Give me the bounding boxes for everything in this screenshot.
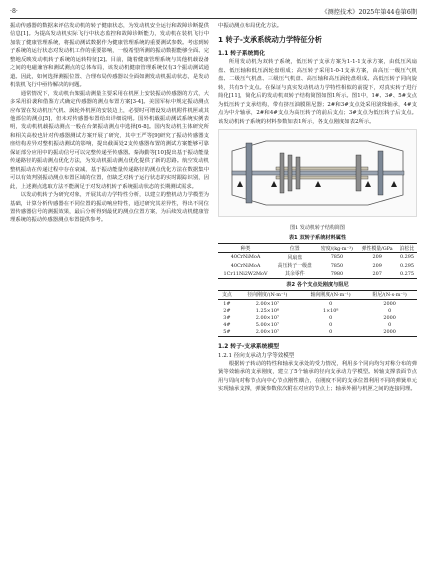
table-cell: 风扇盘 [287, 254, 303, 261]
table-cell: 0 [329, 329, 333, 336]
table-cell: 其余零件 [285, 271, 305, 278]
table-2-caption: 表2 各个支点处刚度与阻尼 [286, 281, 349, 288]
table-header-cell: 位置 [289, 245, 300, 252]
table-cell: 209 [372, 262, 382, 269]
table-cell: 7850 [330, 254, 344, 261]
rotor-structure-figure [218, 129, 417, 217]
table-cell: 0.295 [399, 254, 414, 261]
table-cell: 0.295 [399, 262, 414, 269]
table-row [218, 270, 417, 279]
header-rule [10, 18, 417, 19]
table-header-cell: 密度/(kg·m⁻³) [320, 245, 353, 252]
table-cell: 0 [388, 322, 392, 329]
table-cell: 1Cr11Ni2W2MoV [223, 270, 268, 277]
table-cell: 2000 [383, 314, 396, 321]
table-row [218, 322, 417, 329]
table-1-caption: 表1 双转子系统材料属性 [288, 235, 347, 242]
table-row [218, 300, 417, 308]
table-cell: 2.00×10⁷ [255, 329, 279, 336]
subsection-1-1-heading: 1.1 转子系统简化 [218, 51, 266, 58]
bearing-stiffness-table [218, 290, 417, 337]
table-cell: 40CrNiMoA [230, 254, 261, 261]
left-paragraph-1: 振动传感器的数据来评估发动机的转子健康状态，为发动机安全运行和故障诊断提供信息[1]。为提高发动机实际飞行中状态监控和故障诊断能力，发动机在装机飞行中加装了健康管理系统，将振动测试数据作为健康管理系统的重要测试参数。考虑到转子系统的运行状态对发动机工作的重要影响，一般希望所测的振动数据能够全面、完整地反映发动机转子系统的运转特征[2]。目前，随着健康管理系统与其他机载设备之间的电磁兼容和测试测点的总体布局，该发动机健康管理系统仅有3个振动测试通道。因此，如何选择测振位置、合理布局传感器以全面如测发动机振动状态，是发动机装机飞行中亟待解决的问题。 [10, 23, 209, 89]
table-header-cell: 弹性模量/GPa [361, 245, 393, 252]
table-cell: 3# [223, 314, 231, 321]
left-column [10, 22, 209, 225]
table-cell: 5.00×10⁷ [255, 322, 279, 329]
table-cell: 2000 [383, 329, 396, 336]
table-header-row [218, 290, 417, 299]
table-row [218, 314, 417, 321]
table-cell: 0 [388, 307, 392, 314]
table-cell: 40CrNiMoA [230, 262, 261, 269]
table-cell: 0 [329, 314, 333, 321]
table-cell: 1×10⁸ [322, 307, 339, 314]
table-cell: 7850 [330, 262, 344, 269]
table-header-cell: 支点 [221, 292, 232, 299]
table-row [218, 261, 417, 269]
subsection-1-1-paragraph: 所用发动机为双转子系统，低压转子支承方案为1-1-1支承方案，由低压风扇盘、低压轴和低压涡轮盘组成；高压转子采用1-0-1支承方案，由高压一级压气机盘、二级压气机盘、三级压气机盘、高压轴和高压涡轮盘组成。高低压转子同向旋转，共有5个支点。在保证与真实发动机动力学特性相似的前提下，对真实转子进行简化[11]，简化后的发动机双转子结构简图如图1所示。图1中，1#、3#、5#支点为低压转子支承结构，带有挤压油膜阻尼器；2#和3#支点处采用滚珠轴承，4#支点为中介轴承，2#和4#支点为高压转子的前后支点；3#支点为低压转子后支点。该发动机转子系统的材料参数如表1所示，各支点刚度如表2所示。 [218, 59, 417, 125]
table-cell: 209 [372, 254, 382, 261]
subsection-1-2-1-paragraph: 根据转子转动的特性和轴承支承处的受力情况，利用多个同向均匀对称分布的弹簧等效轴承的支承刚度，建立了5个轴承的径向支承动力学模型。转轴支撑表面节点用与周向对称节点向中心节点刚性耦合，在刚度不同的支承位置利用不同的弹簧单元实现轴承支撑，弹簧参数依次附在对应的节点上；轴承外圈与机匣之间的连接同理。 [218, 360, 417, 393]
right-intro: 中振动测点布局优化方法。 [218, 23, 283, 29]
table-cell: 2# [223, 307, 231, 314]
material-table [218, 243, 417, 279]
table-cell: 2000 [383, 300, 396, 307]
table-cell: 2.00×10⁷ [255, 314, 279, 321]
subsection-1-2-heading: 1.2 转子-支承系统模型 [218, 343, 280, 350]
figure-1-caption: 图1 发动机转子结构简图 [290, 225, 345, 232]
page-number: ·8· [10, 7, 18, 15]
table-cell: 2.00×10⁷ [255, 300, 279, 307]
right-column [218, 22, 417, 394]
table-header-cell: 种类 [240, 245, 251, 252]
section-1-heading: 1 转子-支承系统动力学特征分析 [218, 35, 322, 45]
table-row [218, 253, 417, 262]
journal-name: 《测控技术》2025年第44卷第6期 [321, 8, 417, 16]
table-cell: 0 [329, 300, 333, 307]
table-header-cell: 轴向刚度/(N·m⁻¹) [310, 292, 351, 299]
table-cell: 0.275 [399, 270, 414, 277]
table-cell: 高压转子一级盘 [277, 263, 312, 270]
table-cell: 5# [223, 329, 231, 336]
table-cell: 7980 [330, 270, 344, 277]
table-header-row [218, 244, 417, 253]
table-row [218, 329, 417, 337]
table-cell: 207 [372, 270, 382, 277]
table-cell: 0 [329, 322, 333, 329]
subsection-1-2-1-heading: 1.2.1 径向支承动力学等效模型 [218, 352, 295, 359]
left-paragraph-2: 通常情况下，发动机台架振动测量主要采用在机匣上安装振动传感器的方式，大多采用沿袭和借鉴方式确定传感器的测点布置方案[3-4]。美国军标中规定振动测点应布置在发动机压气机、涡轮外机匣的安装边上，必要时可增设发动机附件机匣或其他部位的测点[5]，但未对传感器布置给出详细说明。国外机载振动测试系统实例表明，发动机机载振动测点一般在台架振动测点中选择[6-8]。国内发动机主体研究所和相关高校也针对传感器测试方案开展了研究，其中王严等[9]研究了振动传感器支座结构差异对整机振动测试的影响，提出截面处2支传感器布置的测试方案能够可靠保证部分应用中的振动信号可以完整传递至传感器。秦海勤等[10]提出基于振动能量传递路径的振动测点优化方法，为发动机振动测点优化提供了新的思路。航空发动机整机振动在传递过程中存在衰减，基于振动能量传递路径的测点优化方法在数据集中可以有效判别振动测点布置区域的位置，但缺乏对转子运行状态的实时跟踪识别，因此，上述测点选取方法不能满足于对发动机转子系统振动状态的长期测试需求。 [10, 90, 209, 190]
table-header-cell: 径向刚度/(N·m⁻¹) [247, 292, 288, 299]
table-header-cell: 泊松比 [399, 245, 415, 252]
table-cell: 1# [223, 300, 231, 307]
table-row [218, 307, 417, 314]
table-cell: 1.25×10⁸ [255, 307, 279, 314]
table-header-cell: 阻尼/(N·s·m⁻¹) [372, 292, 407, 299]
table-cell: 4# [223, 322, 231, 329]
left-paragraph-3: 以发动机转子为研究对象，开展其动力学特性分析，以建立的整机动力学模型为基础，计算分析传感器在不同位置的振动响应特性，通过研究其差异性，得出不同位置传感器信号的测振效果，最后分析得到最优的测点位置方案，为后续发动机健康管理系统的振动传感器测点布置提供参考。 [10, 192, 209, 224]
page-header [10, 5, 417, 17]
